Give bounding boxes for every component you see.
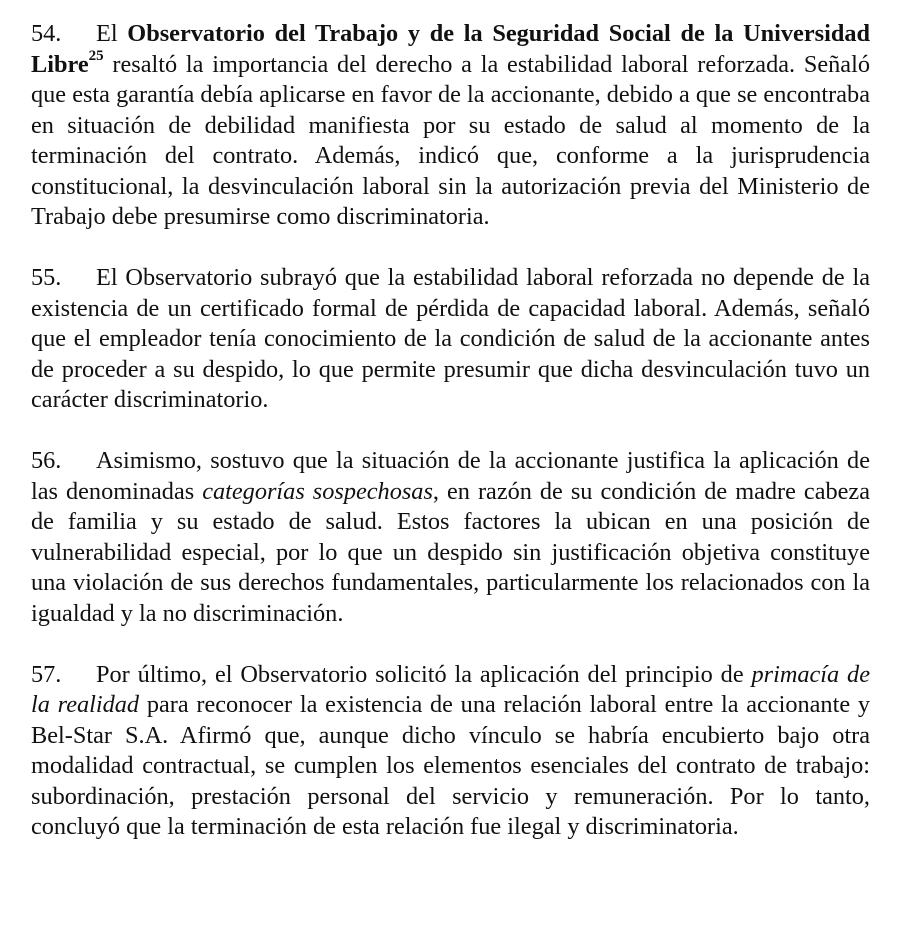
paragraph-number: 56.: [31, 447, 62, 474]
organization-name: Observatorio del Trabajo y de la Seguridad Social de la Universidad Libre: [31, 20, 870, 78]
paragraph-54: [31, 19, 870, 233]
paragraph-number: 54.: [31, 20, 62, 47]
paragraph-text-lead: Asimismo, sostuvo que la situación de la accionante justifica la aplicación de las denominadas: [31, 447, 870, 505]
paragraph-text-lead: El: [96, 20, 128, 47]
paragraph-55: [31, 263, 870, 416]
emphasized-term: primacía de la realidad: [31, 660, 870, 718]
paragraph-57: [31, 660, 870, 843]
paragraph-text: resaltó la importancia del derecho a la estabilidad laboral reforzada. Señaló que esta garantía debía aplicarse en favor de la accionante, debido a que se encontraba en situación de debilidad manifiesta por su estado de salud al momento de la terminación del contrato. Además, indicó que, conforme a la jurisprudencia constitucional, la desvinculación laboral sin la autorización previa del Ministerio de Trabajo debe presumirse como discriminatoria.: [31, 50, 870, 230]
paragraph-text: para reconocer la existencia de una relación laboral entre la accionante y Bel-Star S.A. Afirmó que, aunque dicho vínculo se habría encubierto bajo otra modalidad contractual, se cumplen los elementos esenciales del contrato de trabajo: subordinación, prestación personal del servicio y remuneración. Por lo tanto, concluyó que la terminación de esta relación fue ilegal y discriminatoria.: [31, 691, 870, 840]
paragraph-text-lead: Por último, el Observatorio solicitó la aplicación del principio de: [96, 660, 752, 688]
footnote-reference[interactable]: 25: [88, 48, 104, 65]
emphasized-term: categorías sospechosas: [202, 477, 433, 505]
paragraph-56: [31, 446, 870, 629]
paragraph-text: El Observatorio subrayó que la estabilidad laboral reforzada no depende de la existencia de un certificado formal de pérdida de capacidad laboral. Además, señaló que el empleador tenía conocimiento de la condición de salud de la accionante antes de proceder a su despido, lo que permite presumir que dicha desvinculación tuvo un carácter discriminatorio.: [31, 264, 870, 413]
paragraph-number: 55.: [31, 264, 62, 291]
paragraph-number: 57.: [31, 660, 62, 688]
paragraph-text: , en razón de su condición de madre cabeza de familia y su estado de salud. Estos factores la ubican en una posición de vulnerabilidad especial, por lo que un despido sin justificación objetiva constituye una violación de sus derechos fundamentales, particularmente los relacionados con la igualdad y la no discriminación.: [31, 477, 870, 627]
